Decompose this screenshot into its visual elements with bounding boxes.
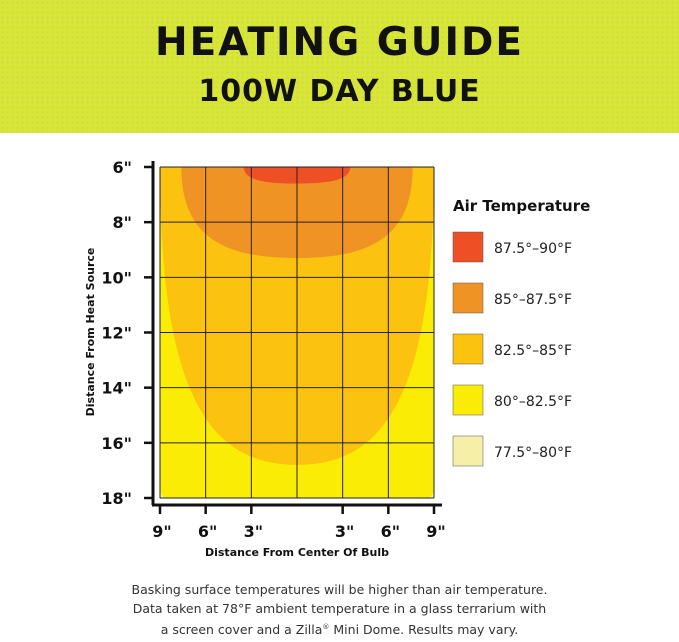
legend-label: 80°–82.5°F [494,394,573,410]
y-tick-label: 12" [101,323,132,343]
y-tick-label: 16" [101,433,132,453]
y-tick-label: 6" [112,158,132,177]
registered-mark: ® [322,623,330,631]
legend-swatch [453,385,483,415]
legend-swatch [453,232,483,262]
legend-swatch [453,436,483,466]
legend-label: 85°–87.5°F [494,292,573,308]
x-tick-label: 9" [426,522,446,541]
y-tick-label: 8" [112,213,132,233]
y-tick-label: 18" [101,489,132,508]
heating-chart [0,133,679,573]
legend-title: Air Temperature [453,197,591,215]
footnote [0,580,679,639]
legend-label: 87.5°–90°F [494,241,573,257]
legend-swatch [453,283,483,313]
footnote-line-3 [0,618,679,639]
x-tick-label: 9" [152,522,172,541]
legend-label: 82.5°–85°F [494,343,573,359]
legend-label: 77.5°–80°F [494,445,573,461]
legend-swatch [453,334,483,364]
x-tick-label: 3" [334,522,355,541]
x-tick-label: 6" [197,522,218,541]
page-title: HEATING GUIDE [155,20,524,65]
x-axis-label: Distance From Center Of Bulb [204,546,390,559]
footnote-line-3-start: a screen cover and a Zilla [160,622,323,638]
y-tick-label: 14" [101,378,132,398]
legend [453,232,572,466]
x-tick-label: 3" [243,522,264,541]
y-tick-label: 10" [101,268,132,288]
footnote-line-1: Basking surface temperatures will be higher than air temperature. [131,582,548,597]
footnote-line-3-end: Mini Dome. Results may vary. [329,622,519,638]
page-subtitle: 100W DAY BLUE [198,74,481,109]
footnote-line-2: Data taken at 78°F ambient temperature in a glass terrarium with [132,601,547,616]
y-axis-label: Distance From Heat Source [84,247,97,417]
x-tick-label: 6" [380,522,401,541]
